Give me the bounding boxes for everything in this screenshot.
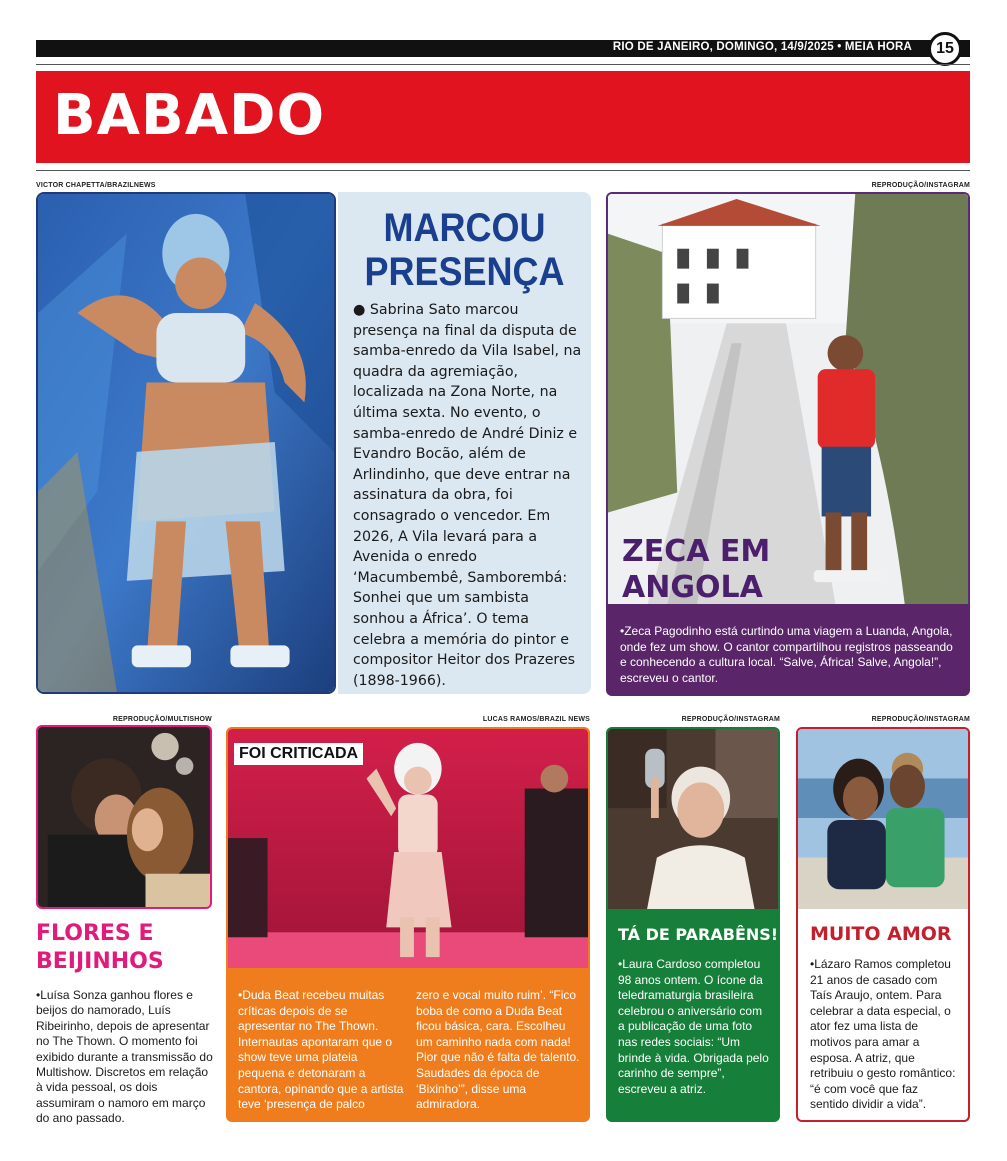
- flores-story-body: •Luísa Sonza ganhou flores e beijos do namorado, Luís Ribeirinho, depois de apresentar no The Thown. O momento foi exibido durante a transmissão do Multishow. Discretos em relação à vida pessoal, os dois assumiram o namoro em março do ano passado.: [36, 988, 213, 1126]
- main-photo-image: [38, 194, 334, 692]
- tade-photo-image: [608, 729, 778, 909]
- main-story-title: [351, 206, 579, 294]
- amor-story-box: [796, 909, 970, 1122]
- amor-story-photo: [796, 727, 970, 909]
- flores-story-title: [36, 920, 212, 976]
- main-story-photo: [36, 192, 336, 694]
- zeca-title-line-1: ZECA EM: [622, 534, 771, 569]
- page-number-badge: [928, 32, 962, 66]
- foi-story-body-col-2: zero e vocal muito ruim’. “Fico boba de como a Duda Beat ficou básica, cara. Escolheu um caminho nada com nada! Pior que não é falta de talento. Saudades da época de ‘Bixinho’”, disse uma admiradora.: [416, 988, 580, 1112]
- foi-story-body-col-1: •Duda Beat recebeu muitas críticas depois de se apresentar no The Thown. Internautas apontaram que o show teve uma plateia pequena e detonaram a cantora, opinando que a artista teve ‘presença de palco: [238, 988, 404, 1112]
- banner-rule: [36, 170, 970, 171]
- zeca-story-title: [622, 534, 770, 604]
- photo-credit-main: VICTOR CHAPETTA/BRAZILNEWS: [36, 182, 156, 189]
- main-title-line-1: MARCOU: [383, 206, 546, 250]
- photo-credit-foi: LUCAS RAMOS/BRAZIL NEWS: [482, 716, 590, 723]
- photo-credit-tade: REPRODUÇÃO/INSTAGRAM: [681, 716, 780, 723]
- foi-story-photo: [226, 727, 590, 968]
- dateline: RIO DE JANEIRO, DOMINGO, 14/9/2025 • MEIA HORA: [612, 41, 912, 53]
- page-number: 15: [936, 40, 954, 57]
- amor-story-body: •Lázaro Ramos completou 21 anos de casado com Taís Araujo, ontem. Para celebrar a data especial, o ator fez uma lista de motivos para amar a esposa. A atriz, que retribuiu o gesto romântico: “é com você que faz sentido dividir a vida”.: [810, 957, 956, 1112]
- photo-credit-flores: REPRODUÇÃO/MULTISHOW: [112, 716, 212, 723]
- section-banner: [36, 71, 970, 163]
- top-bar: [36, 40, 970, 57]
- zeca-story-photo: [606, 192, 970, 604]
- photo-credit-amor: REPRODUÇÃO/INSTAGRAM: [871, 716, 970, 723]
- tade-story-photo: [606, 727, 780, 909]
- flores-story-photo: [36, 725, 212, 909]
- main-story-body: ● Sabrina Sato marcou presença na final da disputa de samba-enredo da Vila Isabel, na quadra da agremiação, localizada na Zona Norte, na última sexta. No evento, o samba-enredo de André Diniz e Evandro Bocão, além de Arlindinho, que deve entrar na assinatura da obra, foi consagrado o vencedor. Em 2026, A Vila levará para a Avenida o enredo ‘Macumbembê, Samborembá: Sonhei que um sambista sonhou a África’. O tema celebra a memória do pintor e compositor Heitor dos Prazeres (1898-1966).: [353, 302, 582, 689]
- foi-story-tag: FOI CRITICADA: [234, 743, 363, 765]
- flores-title-line-1: FLORES E: [36, 921, 154, 946]
- photo-credit-zeca: REPRODUÇÃO/INSTAGRAM: [871, 182, 970, 189]
- section-title: BABADO: [53, 83, 326, 148]
- flores-photo-image: [38, 727, 210, 907]
- foi-story-box: [226, 968, 590, 1122]
- tade-story-box: [606, 909, 780, 1122]
- tade-story-body: •Laura Cardoso completou 98 anos ontem. O ícone da teledramaturgia brasileira celebrou o aniversário com a publicação de uma foto nas redes sociais: “Um brinde à vida. Obrigada pelo carinho de sempre”, escreveu a atriz.: [618, 957, 769, 1096]
- main-title-line-2: PRESENÇA: [364, 250, 565, 294]
- header-rule: [36, 64, 970, 65]
- amor-story-title: MUITO AMOR: [810, 923, 952, 945]
- zeca-story-box: [606, 604, 970, 696]
- zeca-story-body: •Zeca Pagodinho está curtindo uma viagem a Luanda, Angola, onde fez um show. O cantor compartilhou registros passeando e conhecendo a cultura local. “Salve, África! Salve, Angola!”, escreveu o cantor.: [620, 624, 953, 685]
- flores-title-line-2: BEIJINHOS: [36, 949, 164, 974]
- tade-story-title: TÁ DE PARABÊNS!: [618, 925, 779, 944]
- zeca-title-line-2: ANGOLA: [622, 570, 763, 604]
- amor-photo-image: [798, 729, 968, 909]
- main-story-box: [338, 192, 591, 694]
